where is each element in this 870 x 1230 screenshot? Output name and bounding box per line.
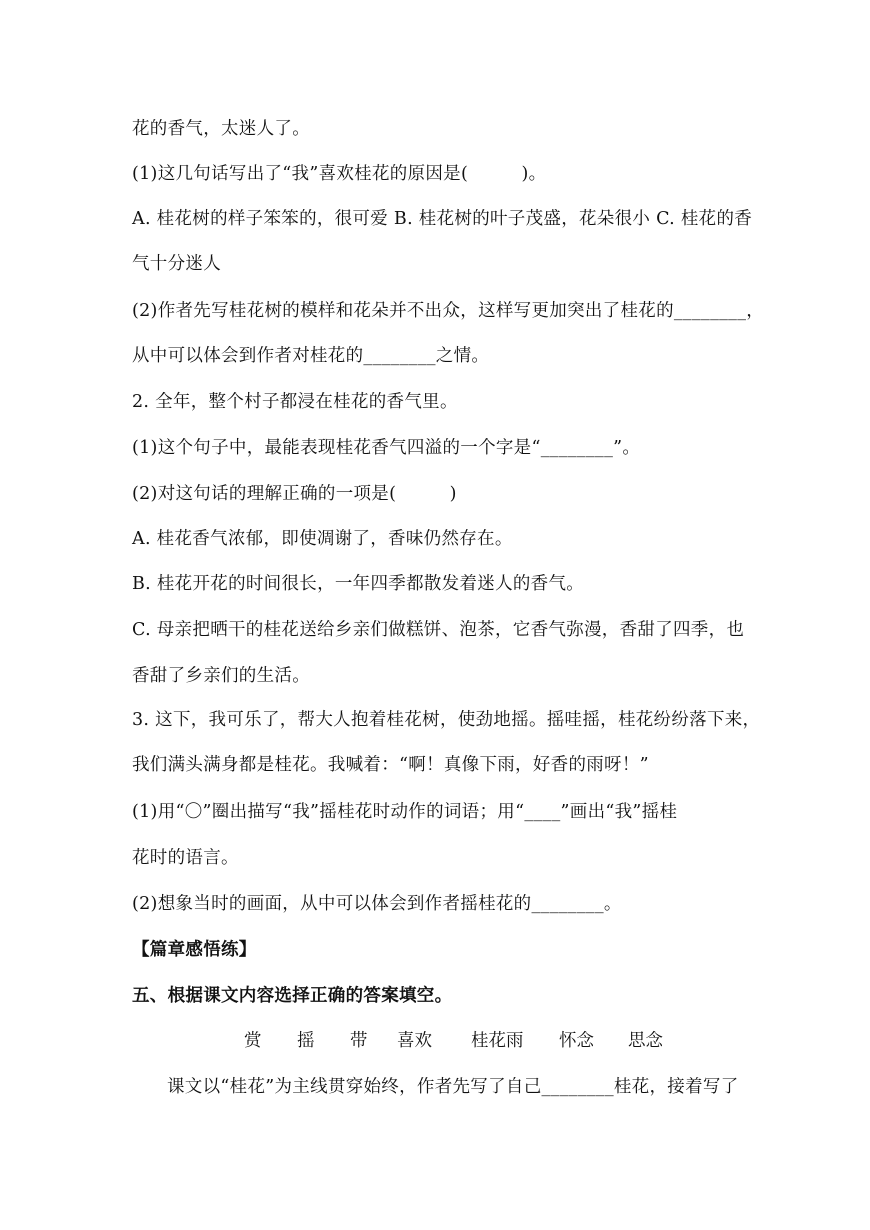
options-line: A. 桂花树的样子笨笨的，很可爱 B. 桂花树的叶子茂盛，花朵很小 C. 桂花的香 bbox=[132, 209, 753, 229]
question-five: 五、根据课文内容选择正确的答案填空。 bbox=[132, 986, 453, 1006]
section-title: 【篇章感悟练】 bbox=[132, 940, 257, 960]
word-bank-item: 怀念 bbox=[559, 1031, 594, 1051]
question-3-1-cont: 花时的语言。 bbox=[132, 848, 239, 868]
word-bank-item: 喜欢 bbox=[397, 1031, 432, 1051]
word-bank-item: 桂花雨 bbox=[471, 1031, 524, 1051]
option-c: C. 母亲把晒干的桂花送给乡亲们做糕饼、泡茶，它香气弥漫，香甜了四季，也 bbox=[132, 620, 745, 640]
question-3-1: (1)用“〇”圈出描写“我”摇桂花时动作的词语；用“____”画出“我”摇桂 bbox=[132, 802, 678, 822]
passage-3-cont: 我们满头满身都是桂花。我喊着：“啊！真像下雨，好香的雨呀！” bbox=[132, 755, 649, 775]
question-1-2-cont: 从中可以体会到作者对桂花的________之情。 bbox=[132, 346, 490, 366]
text-line: 花的香气，太迷人了。 bbox=[132, 119, 310, 139]
passage-3: 3. 这下，我可乐了，帮大人抱着桂花树，使劲地摇。摇哇摇，桂花纷纷落下来， bbox=[132, 710, 761, 730]
word-bank-item: 摇 bbox=[297, 1031, 315, 1051]
option-a: A. 桂花香气浓郁，即使凋谢了，香味仍然存在。 bbox=[132, 529, 513, 549]
question-1-2: (2)作者先写桂花树的模样和花朵并不出众，这样写更加突出了桂花的________， bbox=[132, 301, 765, 321]
option-b: B. 桂花开花的时间很长，一年四季都散发着迷人的香气。 bbox=[132, 574, 585, 594]
options-line-cont: 气十分迷人 bbox=[132, 254, 221, 274]
question-3-2: (2)想象当时的画面，从中可以体会到作者摇桂花的________。 bbox=[132, 894, 622, 914]
word-bank-item: 思念 bbox=[628, 1031, 663, 1051]
word-bank-item: 带 bbox=[350, 1031, 368, 1051]
word-bank-item: 赏 bbox=[244, 1031, 262, 1051]
question-2-2: (2)对这句话的理解正确的一项是( ) bbox=[132, 484, 457, 504]
passage-2: 2. 全年，整个村子都浸在桂花的香气里。 bbox=[132, 392, 458, 412]
final-paragraph-line: 课文以“桂花”为主线贯穿始终，作者先写了自己________桂花，接着写了 bbox=[167, 1077, 739, 1097]
question-2-1: (1)这个句子中，最能表现桂花香气四溢的一个字是“________”。 bbox=[132, 438, 641, 458]
question-1-1: (1)这几句话写出了“我”喜欢桂花的原因是( )。 bbox=[132, 164, 547, 184]
option-c-cont: 香甜了乡亲们的生活。 bbox=[132, 666, 310, 686]
